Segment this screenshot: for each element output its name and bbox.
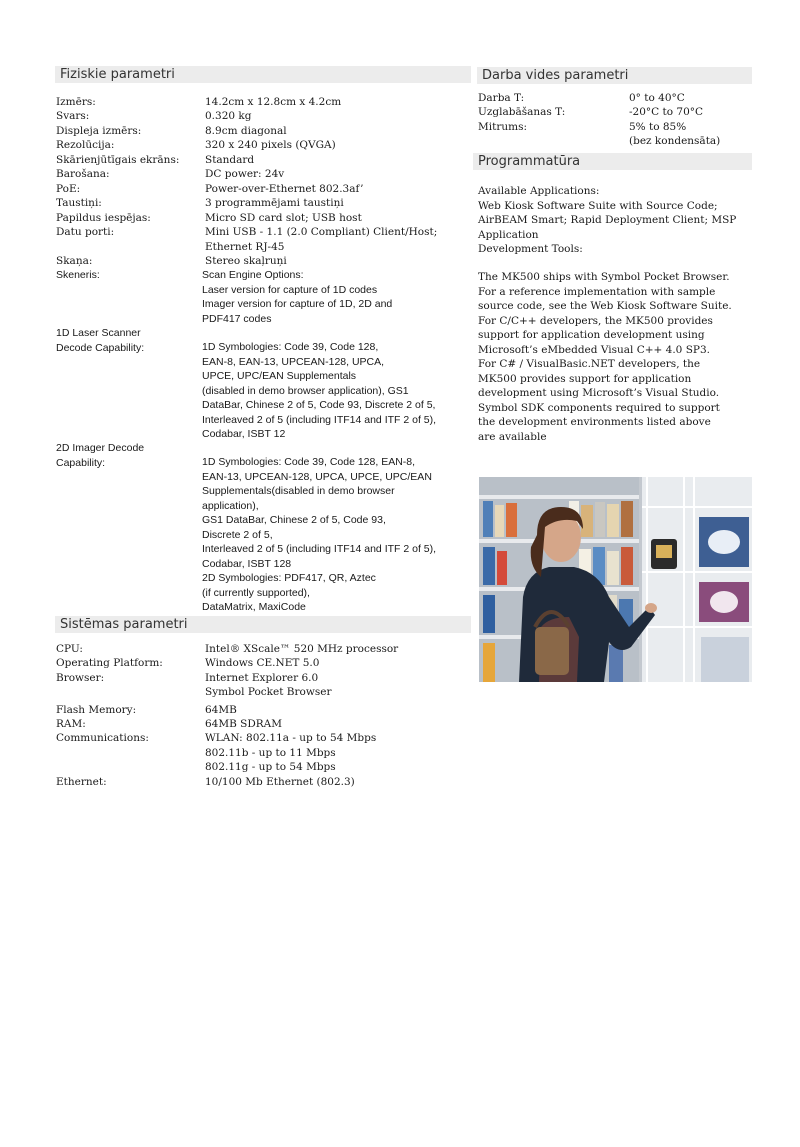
sistemas-row-value: Symbol Pocket Browser xyxy=(205,686,332,698)
fiziskie-row-value: Power-over-Ethernet 802.3af’ xyxy=(205,183,364,195)
sistemas-row-label: CPU: xyxy=(56,643,83,655)
fiziskie-row-value: Ethernet RJ-45 xyxy=(205,241,285,253)
sistemas-row-value: 64MB xyxy=(205,704,237,716)
fiziskie-row-label: Papildus iespējas: xyxy=(56,212,151,224)
darba-row-value: 5% to 85% xyxy=(629,121,687,133)
fiziskie-row-value: Stereo skaļruņi xyxy=(205,255,287,267)
fiziskie-row-value: 0.320 kg xyxy=(205,110,252,122)
fiziskie-row-label: Skaņa: xyxy=(56,255,93,267)
sistemas-row-label: Operating Platform: xyxy=(56,657,163,669)
darba-row-label: Darba T: xyxy=(478,92,525,104)
fiziskie-row-value: 320 x 240 pixels (QVGA) xyxy=(205,139,336,151)
sistemas-row-value: 10/100 Mb Ethernet (802.3) xyxy=(205,776,355,788)
sistemas-row-label: Browser: xyxy=(56,672,105,684)
sistemas-row-label: Ethernet: xyxy=(56,776,107,788)
sistemas-row-label: Communications: xyxy=(56,732,149,744)
sistemas-row-value: 64MB SDRAM xyxy=(205,718,283,730)
sistemas-row-value: 802.11b - up to 11 Mbps xyxy=(205,747,336,759)
fiziskie-row-label: PoE: xyxy=(56,183,81,195)
darba-row-value: -20°C to 70°C xyxy=(629,106,704,118)
fiziskie-row-label: Skārienjūtīgais ekrāns: xyxy=(56,154,180,166)
store-kiosk-photo xyxy=(479,477,752,682)
fiziskie-row-label: Displeja izmērs: xyxy=(56,125,142,137)
sistemas-row-value: 802.11g - up to 54 Mbps xyxy=(205,761,336,773)
laser-label: 1D Laser Scanner Decode Capability: xyxy=(56,327,145,354)
fiziskie-row-label: Rezolūcija: xyxy=(56,139,115,151)
fiziskie-row-value: DC power: 24v xyxy=(205,168,285,180)
sistemas-row-label: Flash Memory: xyxy=(56,704,137,716)
fiziskie-header: Fiziskie parametri xyxy=(55,66,471,83)
fiziskie-row-label: Taustiņi: xyxy=(56,197,102,209)
programmatura-dev: The MK500 ships with Symbol Pocket Browser. For a reference implementation with sample source code, see the Web Kiosk Software Suite. For C/C++ developers, the MK500 provides support for application development using Microsoft’s eMbedded Visual C++ 4.0 SP3. For C# / VisualBasic.NET developers, the MK500 provides support for application development using Microsoft’s Visual Studio. Symbol SDK components required to support the development environments listed above are available xyxy=(478,271,732,443)
fiziskie-row-label: Svars: xyxy=(56,110,90,122)
skeneris-label: Skeneris: xyxy=(56,269,100,281)
darba-row-value: 0° to 40°C xyxy=(629,92,685,104)
imager-label: 2D Imager Decode Capability: xyxy=(56,442,145,469)
programmatura-apps: Available Applications: Web Kiosk Software Suite with Source Code; AirBEAM Smart; Rapid Deployment Client; MSP Application Development Tools: xyxy=(478,185,737,255)
sistemas-row-value: WLAN: 802.11a - up to 54 Mbps xyxy=(205,732,377,744)
skeneris-value: Scan Engine Options: Laser version for capture of 1D codes Imager version for capture of 1D, 2D and PDF417 codes xyxy=(202,269,393,325)
darba-row-label: Mitrums: xyxy=(478,121,527,133)
fiziskie-row-label: Barošana: xyxy=(56,168,110,180)
sistemas-row-value: Windows CE.NET 5.0 xyxy=(205,657,320,669)
sistemas-row-value: Intel® XScale™ 520 MHz processor xyxy=(205,643,399,655)
programmatura-header: Programmatūra xyxy=(473,153,752,170)
laser-value: 1D Symbologies: Code 39, Code 128, EAN-8, EAN-13, UPCEAN-128, UPCA, UPCE, UPC/EAN Supplementals (disabled in demo browser application), GS1 DataBar, Chinese 2 of 5, Code 93, Discrete 2 of 5, Interleaved 2 of 5 (including ITF14 and ITF 2 of 5), Codabar, ISBT 12 xyxy=(202,341,437,440)
imager-value: 1D Symbologies: Code 39, Code 128, EAN-8, EAN-13, UPCEAN-128, UPCA, UPCE, UPC/EAN Supplementals(disabled in demo browser application), GS1 DataBar, Chinese 2 of 5, Code 93, Discrete 2 of 5, Interleaved 2 of 5 (including ITF14 and ITF 2 of 5), Codabar, ISBT 128 2D Symbologies: PDF417, QR, Aztec (if currently supported), DataMatrix, MaxiCode xyxy=(202,456,437,613)
sistemas-row-label: RAM: xyxy=(56,718,86,730)
sistemas-header: Sistēmas parametri xyxy=(55,616,471,633)
fiziskie-row-value: Micro SD card slot; USB host xyxy=(205,212,362,224)
sistemas-row-value: Internet Explorer 6.0 xyxy=(205,672,319,684)
darba-row-label: Uzglabāšanas T: xyxy=(478,106,566,118)
fiziskie-row-value: Standard xyxy=(205,154,255,166)
darba-header: Darba vides parametri xyxy=(477,67,752,84)
fiziskie-row-value: Mini USB - 1.1 (2.0 Compliant) Client/Host; xyxy=(205,226,438,238)
darba-row-value: (bez kondensāta) xyxy=(629,135,721,147)
fiziskie-row-label: Izmērs: xyxy=(56,96,96,108)
fiziskie-row-value: 8.9cm diagonal xyxy=(205,125,287,137)
fiziskie-row-value: 14.2cm x 12.8cm x 4.2cm xyxy=(205,96,342,108)
fiziskie-row-label: Datu porti: xyxy=(56,226,115,238)
fiziskie-row-value: 3 programmējami taustiņi xyxy=(205,197,344,209)
